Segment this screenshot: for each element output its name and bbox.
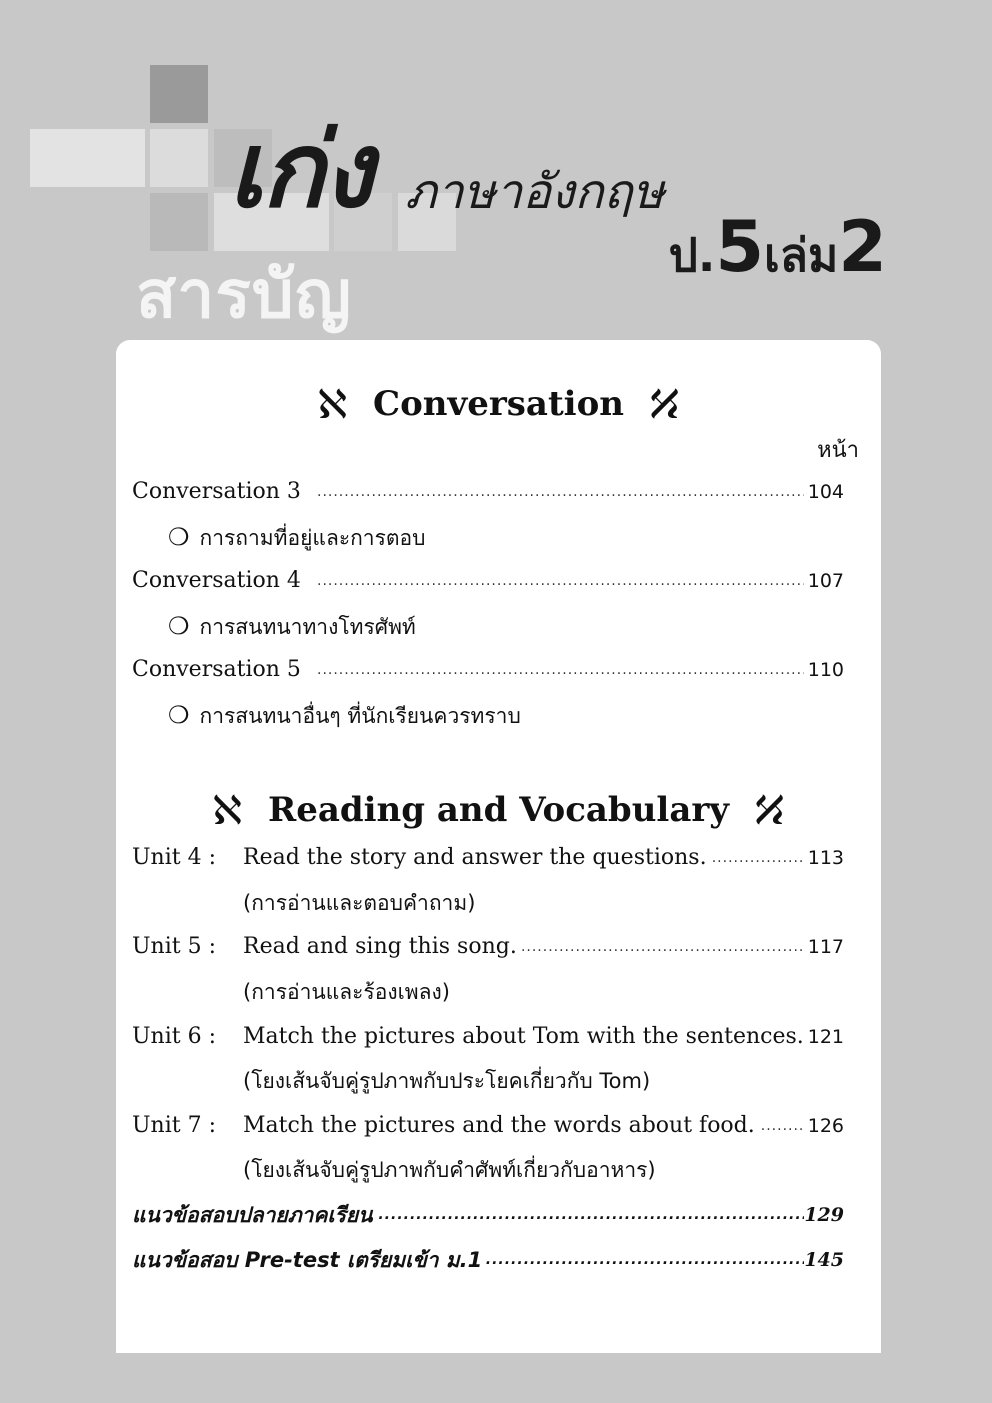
- entry-page: 126: [807, 1115, 844, 1137]
- leader-dots: [317, 475, 804, 509]
- toc-entry-exam[interactable]: [132, 1198, 844, 1232]
- entry-page: 113: [807, 847, 844, 869]
- volume-word: เล่ม: [764, 228, 839, 282]
- volume-number: 2: [838, 206, 887, 288]
- decor-square: [150, 193, 208, 251]
- grade-number: 5: [715, 206, 765, 288]
- brand-logo-main: เก่ง: [228, 109, 372, 231]
- entry-label: Conversation 4: [132, 568, 301, 593]
- decor-square: [30, 129, 145, 187]
- toc-entry[interactable]: [132, 653, 844, 687]
- page-column-header: หน้า: [817, 438, 859, 463]
- entry-page: 145: [804, 1249, 844, 1271]
- toc-panel: [116, 340, 881, 1353]
- leader-dots: [317, 653, 804, 687]
- toc-subentry: (โยงเส้นจับคู่รูปภาพกับประโยคเกี่ยวกับ Tom): [243, 1069, 651, 1093]
- entry-label: Unit 7 :: [132, 1113, 216, 1138]
- subentry-text: การสนทนาทางโทรศัพท์: [199, 615, 416, 639]
- ornament-left-icon: ℵ: [212, 788, 243, 834]
- toc-subentry: (โยงเส้นจับคู่รูปภาพกับคำศัพท์เกี่ยวกับอาหาร): [243, 1158, 656, 1182]
- entry-page: 121: [807, 1026, 844, 1048]
- entry-text: Match the pictures and the words about food.: [243, 1109, 759, 1143]
- toc-entry[interactable]: [132, 1020, 844, 1054]
- toc-entry[interactable]: [132, 841, 844, 875]
- subentry-text: การถามที่อยู่และการตอบ: [199, 526, 426, 550]
- entry-label: Conversation 3: [132, 479, 301, 504]
- entry-label: Unit 6 :: [132, 1024, 216, 1049]
- entry-label: Unit 5 :: [132, 934, 216, 959]
- ornament-right-icon: ℵ: [754, 788, 785, 834]
- entry-page: 117: [807, 936, 844, 958]
- bullet-icon: ❍: [168, 523, 190, 551]
- entry-text: Read and sing this song.: [243, 930, 521, 964]
- toc-entry-pretest[interactable]: [132, 1243, 844, 1277]
- section-heading-reading: [116, 788, 881, 834]
- toc-entry[interactable]: [132, 564, 844, 598]
- leader-dots: [317, 564, 804, 598]
- entry-text: Read the story and answer the questions.: [243, 841, 711, 875]
- toc-entry[interactable]: [132, 1109, 844, 1143]
- bullet-icon: ❍: [168, 612, 190, 640]
- toc-subentry: [168, 520, 425, 554]
- section-heading-conversation: [116, 382, 881, 428]
- entry-label: แนวข้อสอบ Pre-test เตรียมเข้า ม.1: [132, 1243, 486, 1277]
- entry-page: 107: [807, 570, 844, 592]
- ornament-right-icon: ℵ: [649, 382, 680, 428]
- toc-subentry: (การอ่านและตอบคำถาม): [243, 891, 476, 915]
- toc-entry[interactable]: [132, 475, 844, 509]
- brand-logo-subject: ภาษาอังกฤษ: [405, 164, 665, 220]
- toc-subentry: [168, 609, 416, 643]
- toc-subentry: [168, 698, 521, 732]
- grade-volume: [668, 206, 887, 288]
- entry-page: 104: [807, 481, 844, 503]
- decor-square: [150, 65, 208, 123]
- toc-entry[interactable]: [132, 930, 844, 964]
- entry-page: 110: [807, 659, 844, 681]
- entry-label: Conversation 5: [132, 657, 301, 682]
- entry-label: Unit 4 :: [132, 845, 216, 870]
- section-title: Conversation: [373, 384, 624, 424]
- bullet-icon: ❍: [168, 701, 190, 729]
- entry-page: 129: [804, 1204, 844, 1226]
- subentry-text: การสนทนาอื่นๆ ที่นักเรียนควรทราบ: [199, 704, 521, 728]
- decor-square: [150, 129, 208, 187]
- entry-text: Match the pictures about Tom with the sentences.: [243, 1020, 808, 1054]
- section-title: Reading and Vocabulary: [267, 790, 730, 830]
- entry-label: แนวข้อสอบปลายภาคเรียน: [132, 1198, 377, 1232]
- toc-title: สารบัญ: [136, 256, 352, 333]
- ornament-left-icon: ℵ: [317, 382, 348, 428]
- toc-subentry: (การอ่านและร้องเพลง): [243, 980, 450, 1004]
- grade-prefix: ป.: [668, 228, 716, 282]
